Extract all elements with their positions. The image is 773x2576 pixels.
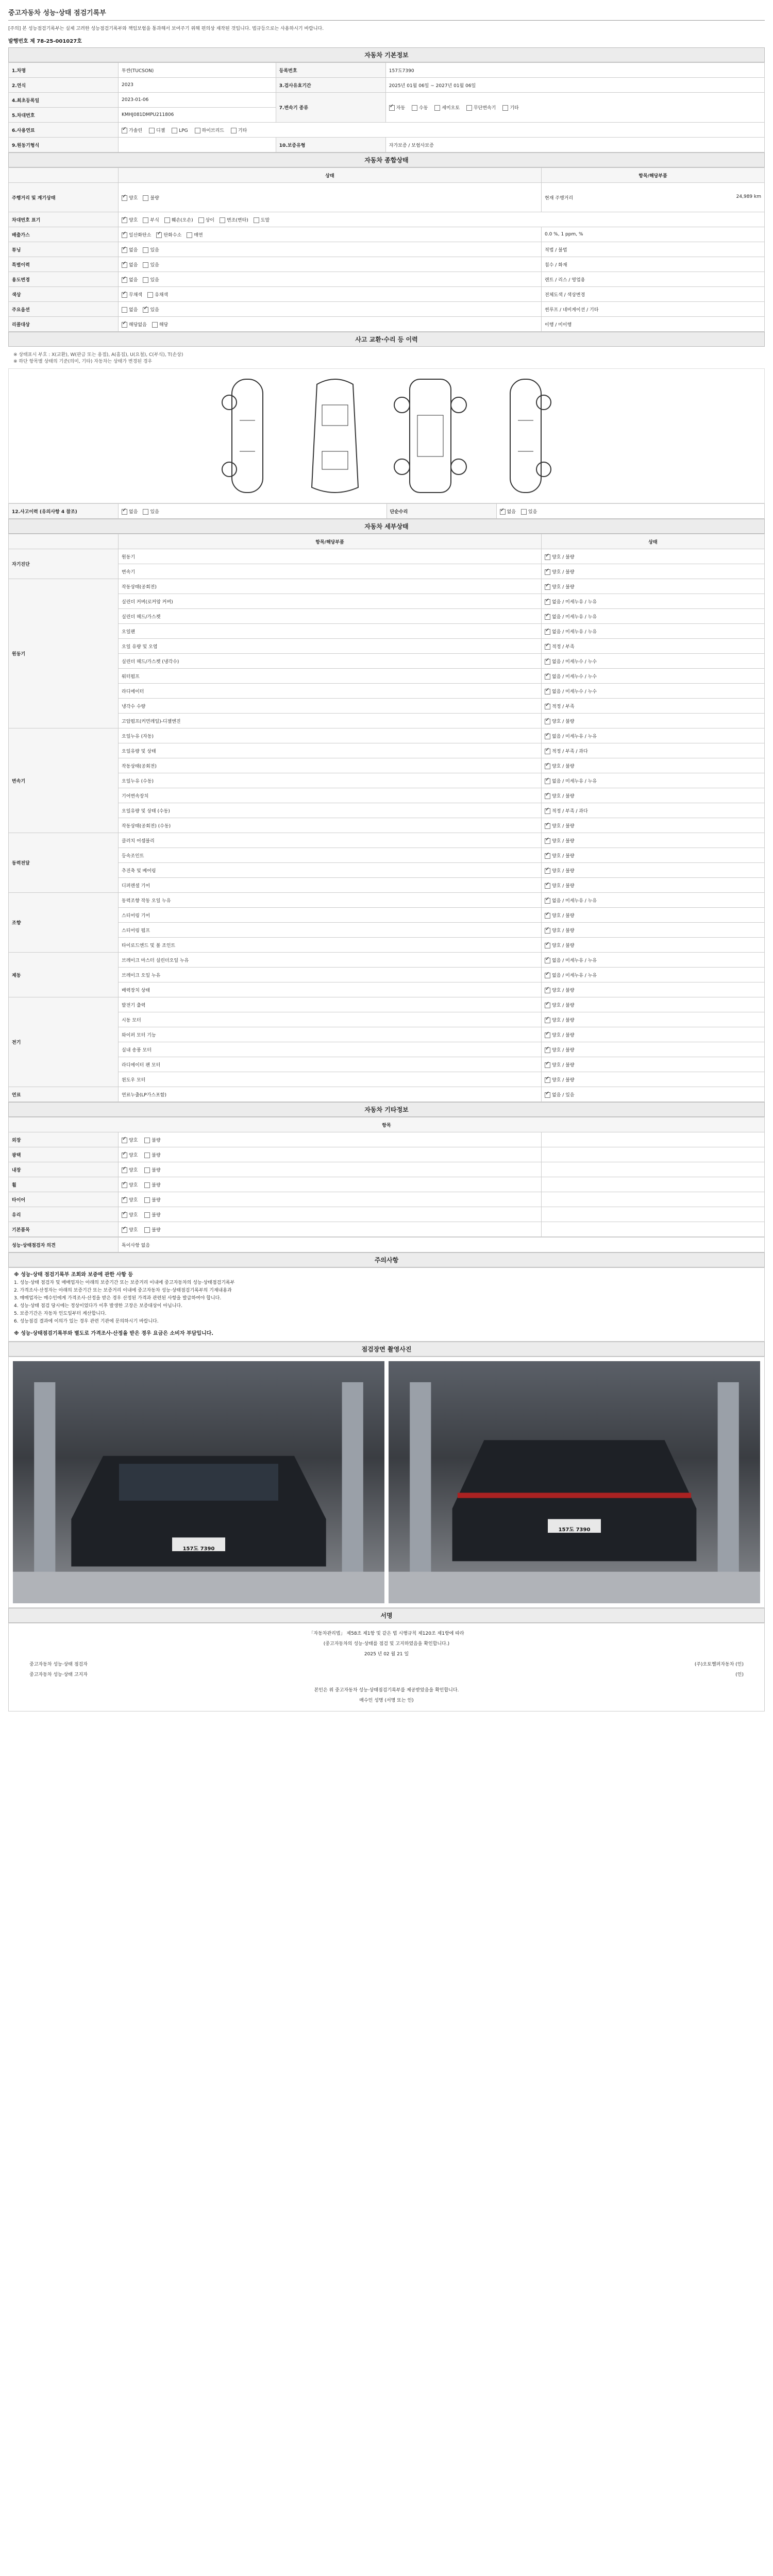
checkbox[interactable] (502, 105, 508, 111)
checkbox[interactable] (220, 217, 225, 223)
item-status (542, 773, 765, 788)
table-row (9, 923, 765, 938)
checkbox[interactable] (122, 232, 127, 238)
table-row (9, 1222, 765, 1237)
checkbox[interactable] (545, 704, 550, 709)
car-rear-icon (389, 1361, 760, 1603)
item-label: 실린더 헤드/가스켓 (냉각수) (119, 654, 542, 669)
item-label: 라디에이터 팬 모터 (119, 1057, 542, 1072)
sign-block: 「자동차관리법」 제58조 제1항 및 같은 법 시행규칙 제120조 제1항에 따라 (중고자동차의 성능·상태를 점검 및 고지하였음을 확인합니다.) 2025 년 02 월 21 일 중고자동차 성능·상태 점검자 (주)오토헬퍼자동차 (인) 중고자동차 성능·상태 고지자 (인) 본인은 위 중고자동차 성능·상태점검기록부를 제공받았음을 확인합니다. 매수인 성명 (서명 또는 인) (8, 1623, 765, 1711)
item-label: 브레이크 마스터 실린더오일 누유 (119, 953, 542, 968)
item-label: 오일팬 (119, 624, 542, 639)
checkbox[interactable] (545, 778, 550, 784)
checkbox[interactable] (143, 277, 148, 283)
checkbox[interactable] (434, 105, 440, 111)
checkbox[interactable] (545, 793, 550, 799)
checkbox[interactable] (122, 1227, 127, 1233)
item-status (542, 594, 765, 609)
checkbox[interactable] (143, 247, 148, 253)
item-status (542, 848, 765, 863)
item-status (542, 654, 765, 669)
front-photo: 157도 7390 (13, 1361, 384, 1603)
status-options: 양호 / 불량 (552, 1003, 575, 1008)
checkbox[interactable] (545, 674, 550, 680)
status-options: 없음 / 미세누유 / 누유 (552, 778, 597, 784)
checkbox[interactable] (122, 509, 127, 515)
checkbox[interactable] (122, 292, 127, 298)
item-status (542, 818, 765, 833)
status-options: 없음 / 미세누유 / 누유 (552, 734, 597, 739)
checkbox[interactable] (122, 1138, 127, 1143)
table-row (9, 1042, 765, 1057)
status-options: 없음 / 미세누수 / 누수 (552, 659, 597, 665)
other-label: 외장 (9, 1132, 119, 1147)
checkbox[interactable] (144, 1227, 150, 1233)
item-status (542, 1072, 765, 1087)
checkbox[interactable] (545, 928, 550, 934)
checkbox[interactable] (144, 1153, 150, 1158)
status-options: 양호 / 불량 (552, 853, 575, 859)
opinion-table: 성능·상태점검자 의견 특이사항 없음 (8, 1237, 765, 1252)
checkbox[interactable] (152, 322, 158, 328)
checkbox[interactable] (156, 232, 162, 238)
item-status (542, 908, 765, 923)
overall-status-header: 자동차 종합상태 (8, 152, 765, 167)
checkbox[interactable] (143, 509, 148, 515)
checkbox[interactable] (545, 599, 550, 605)
item-label: 실내 송풍 모터 (119, 1042, 542, 1057)
status-options: 없음 / 미세누유 / 누유 (552, 898, 597, 904)
checkbox[interactable] (545, 719, 550, 724)
notes-body: ※ 성능·상태 점검기록부 조회와 보증에 관한 사항 등 1. 성능·상태 점검자 및 매매업자는 아래의 보증기간 또는 보증거리 이내에 중고자동차의 성능·상태점검기록부 2. 가격조사·산정자는 아래의 보증기간 또는 보증거리 이내에 중고자동차 성능·상태점검기록부의 기재내용과 3. 매매업자는 매수인에게 가격조사·산정을 받은 경우 산정된 가격과 관련된 사항을 발급하여야 합니다. 4. 성능·상태 점검 당시에는 정상이었다가 이후 발생한 고장은 보증대상이 아닙니다. 5. 보증기간은 자동차 인도일부터 계산합니다. 6. 성능점검 결과에 이의가 있는 경우 관련 기관에 문의하시기 바랍니다. ※ 성능·상태점검기록부와 별도로 가격조사·산정을 받은 경우 요금은 소비자 부담입니다. (8, 1267, 765, 1342)
item-label: 오일누유 (수동) (119, 773, 542, 788)
checkbox[interactable] (187, 232, 192, 238)
other-info-header: 자동차 기타정보 (8, 1102, 765, 1117)
item-label: 윈도우 모터 (119, 1072, 542, 1087)
checkbox[interactable] (143, 195, 148, 201)
status-options: 양호 / 불량 (552, 913, 575, 919)
checkbox[interactable] (545, 764, 550, 769)
table-row (9, 1207, 765, 1222)
item-label: 동력조향 작동 오일 누유 (119, 893, 542, 908)
table-row (9, 564, 765, 579)
group-label: 원동기 (9, 579, 119, 728)
other-status: ✓ 양호 불량 (119, 1132, 542, 1147)
accident-legend: ※ 상태표시 부호 : X(교환), W(판금 또는 용접), A(흠집), U(요철), C(부식), T(손상) ※ 하단 항목별 상태의 기준(의미, 기타) 자동차는 상태가 변경된 경우 (13, 352, 183, 364)
status-options: 양호 / 불량 (552, 988, 575, 993)
rear-photo: 157도 7390 (389, 1361, 760, 1603)
table-row (9, 848, 765, 863)
item-label: 냉각수 수량 (119, 699, 542, 714)
checkbox[interactable] (500, 509, 506, 515)
item-status (542, 1087, 765, 1102)
checkbox[interactable] (122, 277, 127, 283)
table-row (9, 893, 765, 908)
table-row (9, 1027, 765, 1042)
status-options: 양호 / 불량 (552, 1047, 575, 1053)
table-row (9, 863, 765, 878)
item-label: 오일 유량 및 오염 (119, 639, 542, 654)
overall-status-table: 상태 항목/해당부품 주행거리 및 계기상태 ✓ 양호 불량 현재 주행거리 24,989 km 차대번호 표기 ✓ 양호 부식 훼손(오손) 상이 변조(변타) 도말 배출가스 ✓ 일산화탄소✓ 탄화수소 매연 0.0 %, 1 ppm, % 튜닝 ✓ 없음 있음 적법 / 불법 특별이력 ✓ 없음 있음 침수 / 화재 용도변경 ✓ 없음 있음 렌트 / 리스 / 영업용 색상 ✓ 무채색 유채색 전체도색 / 색상변경 주요옵션 없음✓ 있음 썬루프 / 네비게이션 / 기타 리콜대상 ✓ 해당없음 해당 이행 / 미이행 (8, 167, 765, 332)
checkbox[interactable] (545, 988, 550, 993)
item-status (542, 624, 765, 639)
checkbox[interactable] (122, 128, 127, 133)
checkbox[interactable] (122, 322, 127, 328)
item-label: 스티어링 펌프 (119, 923, 542, 938)
page-title: 중고자동차 성능·상태 점검기록부 (8, 7, 765, 21)
table-row (9, 833, 765, 848)
sign-header: 서명 (8, 1608, 765, 1623)
car-front-icon (13, 1361, 384, 1603)
checkbox[interactable] (545, 853, 550, 859)
checkbox[interactable] (122, 1153, 127, 1158)
status-options: 없음 / 미세누유 / 누유 (552, 973, 597, 978)
checkbox[interactable] (195, 128, 200, 133)
checkbox[interactable] (545, 584, 550, 590)
status-options: 양호 / 불량 (552, 868, 575, 874)
checkbox[interactable] (122, 195, 127, 201)
status-options: 없음 / 미세누수 / 누수 (552, 689, 597, 694)
checkbox[interactable] (466, 105, 472, 111)
status-options: 양호 / 불량 (552, 838, 575, 844)
checkbox[interactable] (545, 883, 550, 889)
checkbox[interactable] (389, 105, 395, 111)
table-row (9, 1057, 765, 1072)
status-options: 양호 / 불량 (552, 1018, 575, 1023)
checkbox[interactable] (545, 1047, 550, 1053)
item-status (542, 758, 765, 773)
checkbox[interactable] (164, 217, 170, 223)
checkbox[interactable] (254, 217, 259, 223)
checkbox[interactable] (545, 1077, 550, 1083)
status-options: 양호 / 불량 (552, 764, 575, 769)
accident-history-header: 사고 교환·수리 등 이력 (8, 332, 765, 347)
item-label: 워터펌프 (119, 669, 542, 684)
item-status (542, 953, 765, 968)
item-label: 디퍼렌셜 기어 (119, 878, 542, 893)
checkbox[interactable] (122, 1212, 127, 1218)
item-label: 라디에이터 (119, 684, 542, 699)
table-row (9, 953, 765, 968)
item-status (542, 549, 765, 564)
other-status: ✓ 양호 불량 (119, 1162, 542, 1177)
status-options: 없음 / 미세누수 / 누수 (552, 674, 597, 680)
status-options: 없음 / 있음 (552, 1092, 575, 1098)
item-label: 실린더 커버(로커암 커버) (119, 594, 542, 609)
checkbox[interactable] (545, 659, 550, 665)
item-status (542, 579, 765, 594)
item-status (542, 893, 765, 908)
item-status (542, 1042, 765, 1057)
checkbox[interactable] (545, 913, 550, 919)
car-side-right-icon (492, 374, 559, 498)
item-status (542, 803, 765, 818)
item-label: 작동상태(공회전) (119, 579, 542, 594)
checkbox[interactable] (545, 823, 550, 829)
item-status (542, 833, 765, 848)
status-options: 양호 / 불량 (552, 943, 575, 948)
checkbox[interactable] (231, 128, 237, 133)
checkbox[interactable] (122, 217, 127, 223)
item-status (542, 982, 765, 997)
item-label: 스티어링 기어 (119, 908, 542, 923)
item-status (542, 938, 765, 953)
checkbox[interactable] (545, 749, 550, 754)
item-label: 실린더 헤드/가스켓 (119, 609, 542, 624)
item-status (542, 863, 765, 878)
table-row (9, 1072, 765, 1087)
table-row (9, 1132, 765, 1147)
table-row (9, 1087, 765, 1102)
basic-info-table: 1.차명 투싼(TUCSON) 등록번호 157도7390 2.연식 2023 3.검사유효기간 2025년 01월 06일 ~ 2027년 01월 06일 4.최초등록일 2023-01-06 7.변속기 종류 ✓ 자동 수동 세미오토 무단변속기 기타 5.차대번호 KMHJ081DMPU211806 6.사용연료 ✓ 가솔린 디젤 LPG 하이브리드 기타 9.원동기형식 10.보증유형 자가보증 / 보험사보증 (8, 62, 765, 152)
other-label: 광택 (9, 1147, 119, 1162)
checkbox[interactable] (521, 509, 527, 515)
checkbox[interactable] (545, 838, 550, 844)
item-status (542, 968, 765, 982)
table-row (9, 714, 765, 728)
item-label: 시동 모터 (119, 1012, 542, 1027)
status-options: 양호 / 불량 (552, 823, 575, 829)
item-label: 오일누유 (자동) (119, 728, 542, 743)
detail-status-table: 항목/해당부품 상태 자기진단 원동기 ✓ 양호 / 불량 변속기 ✓ 양호 / 불량 원동기 작동상태(공회전) ✓ 양호 / 불량 실린더 커버(로커암 커버) ✓ 없음 / 미세누유 / 누유 실린더 헤드/가스켓 ✓ 없음 / 미세누유 / 누유 오일팬 ✓ 없음 / 미세누유 / 누유 오일 유량 및 오염 ✓ 적정 / 부족 실린더 헤드/가스켓 (냉각수) ✓ 없음 / 미세누수 / 누수 워터펌프 ✓ 없음 / 미세누수 / 누수 라디에이터 ✓ 없음 / 미세누수 / 누수 냉각수 수량 ✓ 적정 / 부족 고압펌프(커먼레일)-디젤엔진 ✓ 양호 / 불량 변속기 오일누유 (자동) ✓ 없음 / 미세누유 / 누유 오일유량 및 상태 ✓ 적정 / 부족 / 과다 작동상태(공회전) ✓ 양호 / 불량 오일누유 (수동) ✓ 없음 / 미세누유 / 누유 기어변속장치 ✓ 양호 / 불량 오일유량 및 상태 (수동) ✓ 적정 / 부족 / 과다 작동상태(공회전) (수동) ✓ 양호 / 불량 동력전달 클러치 어셈블리 ✓ 양호 / 불량 등속조인트 ✓ 양호 / 불량 추진축 및 베어링 ✓ 양호 / 불량 디퍼렌셜 기어 ✓ 양호 / 불량 조향 동력조향 작동 오일 누유 ✓ 없음 / 미세누유 / 누유 스티어링 기어 ✓ 양호 / 불량 스티어링 펌프 ✓ 양호 / 불량 타이로드엔드 및 볼 조인트 ✓ 양호 / 불량 제동 브레이크 마스터 실린더오일 누유 ✓ 없음 / 미세누유 / 누유 브레이크 오일 누유 ✓ 없음 / 미세누유 / 누유 배력장치 상태 ✓ 양호 / 불량 전기 발전기 출력 ✓ 양호 / 불량 시동 모터 ✓ 양호 / 불량 와이퍼 모터 기능 ✓ 양호 / 불량 실내 송풍 모터 ✓ 양호 / 불량 라디에이터 팬 모터 ✓ 양호 / 불량 윈도우 모터 ✓ 양호 / 불량 연료 연료누출(LP가스포함) ✓ 없음 / 있음 (8, 534, 765, 1102)
other-label: 유리 (9, 1207, 119, 1222)
checkbox[interactable] (545, 973, 550, 978)
checkbox[interactable] (545, 644, 550, 650)
checkbox[interactable] (122, 262, 127, 268)
notice-text: [주의] 본 성능점검기록부는 실제 고려한 성능점검기록부와 책임보험을 통과해서 보여주기 위해 편의상 재작된 것입니다. 법규등으로는 사용하시기 바랍니다. (8, 26, 324, 31)
item-label: 타이로드엔드 및 볼 조인트 (119, 938, 542, 953)
car-side-left-icon (214, 374, 281, 498)
status-options: 적정 / 부족 (552, 704, 575, 709)
table-row (9, 758, 765, 773)
table-row (9, 908, 765, 923)
status-options: 양호 / 불량 (552, 1077, 575, 1083)
other-status: ✓ 양호 불량 (119, 1222, 542, 1237)
item-label: 배력장치 상태 (119, 982, 542, 997)
detail-status-header: 자동차 세부상태 (8, 519, 765, 534)
table-row (9, 1162, 765, 1177)
item-label: 오일유량 및 상태 (119, 743, 542, 758)
status-options: 양호 / 불량 (552, 584, 575, 590)
checkbox[interactable] (545, 629, 550, 635)
checkbox[interactable] (545, 689, 550, 694)
checkbox[interactable] (545, 1003, 550, 1008)
checkbox[interactable] (149, 128, 155, 133)
checkbox[interactable] (545, 868, 550, 874)
item-status (542, 1012, 765, 1027)
table-row (9, 743, 765, 758)
checkbox[interactable] (198, 217, 204, 223)
cert-number: 발행번호 제 78-25-001027호 (8, 39, 82, 44)
status-options: 없음 / 미세누유 / 누유 (552, 614, 597, 620)
table-row (9, 968, 765, 982)
other-label: 내장 (9, 1162, 119, 1177)
status-options: 없음 / 미세누유 / 누유 (552, 958, 597, 963)
item-label: 연료누출(LP가스포함) (119, 1087, 542, 1102)
table-row (9, 1192, 765, 1207)
item-status (542, 997, 765, 1012)
status-options: 양호 / 불량 (552, 554, 575, 560)
table-row (9, 579, 765, 594)
checkbox[interactable] (144, 1212, 150, 1218)
table-row (9, 773, 765, 788)
checkbox[interactable] (545, 1032, 550, 1038)
other-status: ✓ 양호 불량 (119, 1192, 542, 1207)
item-status (542, 684, 765, 699)
checkbox[interactable] (144, 1182, 150, 1188)
checkbox[interactable] (172, 128, 177, 133)
item-status (542, 728, 765, 743)
table-row (9, 549, 765, 564)
group-label: 조향 (9, 893, 119, 953)
checkbox[interactable] (143, 217, 148, 223)
other-label: 기본품목 (9, 1222, 119, 1237)
status-options: 양호 / 불량 (552, 883, 575, 889)
table-row (9, 594, 765, 609)
table-row (9, 639, 765, 654)
checkbox[interactable] (144, 1197, 150, 1203)
item-status (542, 669, 765, 684)
car-diagram (8, 368, 765, 503)
group-label: 변속기 (9, 728, 119, 833)
table-row (9, 818, 765, 833)
other-status: ✓ 양호 불량 (119, 1177, 542, 1192)
table-row (9, 669, 765, 684)
item-label: 원동기 (119, 549, 542, 564)
table-row (9, 938, 765, 953)
table-row (9, 654, 765, 669)
table-row (9, 1177, 765, 1192)
status-options: 양호 / 불량 (552, 1062, 575, 1068)
item-status (542, 788, 765, 803)
group-label: 동력전달 (9, 833, 119, 893)
other-status: ✓ 양호 불량 (119, 1207, 542, 1222)
item-label: 고압펌프(커먼레일)-디젤엔진 (119, 714, 542, 728)
table-row (9, 728, 765, 743)
table-row (9, 878, 765, 893)
item-label: 작동상태(공회전) (119, 758, 542, 773)
status-options: 없음 / 미세누유 / 누유 (552, 599, 597, 605)
inspection-photos (8, 1357, 765, 1608)
checkbox[interactable] (122, 247, 127, 253)
checkbox[interactable] (122, 1167, 127, 1173)
other-info-table: 항목 외장 ✓ 양호 불량 광택 ✓ 양호 불량 내장 ✓ 양호 불량 휠 ✓ 양호 불량 타이어 ✓ 양호 불량 유리 ✓ 양호 불량 기본품목 ✓ 양호 불량 (8, 1117, 765, 1237)
item-label: 오일유량 및 상태 (수동) (119, 803, 542, 818)
item-status (542, 714, 765, 728)
notes-header: 주의사항 (8, 1252, 765, 1267)
other-label: 타이어 (9, 1192, 119, 1207)
group-label: 제동 (9, 953, 119, 997)
item-label: 추진축 및 베어링 (119, 863, 542, 878)
item-status (542, 1027, 765, 1042)
item-status (542, 923, 765, 938)
status-options: 적정 / 부족 / 과다 (552, 808, 588, 814)
status-options: 양호 / 불량 (552, 928, 575, 934)
checkbox[interactable] (545, 1092, 550, 1098)
checkbox[interactable] (144, 1167, 150, 1173)
item-label: 클러치 어셈블리 (119, 833, 542, 848)
status-options: 양호 / 불량 (552, 1032, 575, 1038)
photos-header: 점검장면 촬영사진 (8, 1342, 765, 1357)
item-status (542, 743, 765, 758)
checkbox[interactable] (545, 898, 550, 904)
car-top-icon (301, 374, 368, 498)
checkbox[interactable] (143, 262, 148, 268)
item-label: 변속기 (119, 564, 542, 579)
table-row (9, 684, 765, 699)
checkbox[interactable] (545, 808, 550, 814)
table-row (9, 1012, 765, 1027)
checkbox[interactable] (545, 734, 550, 739)
checkbox[interactable] (122, 1197, 127, 1203)
checkbox[interactable] (122, 307, 127, 313)
item-status (542, 699, 765, 714)
table-row (9, 699, 765, 714)
checkbox[interactable] (545, 569, 550, 575)
status-options: 적정 / 부족 (552, 644, 575, 650)
status-options: 없음 / 미세누유 / 누유 (552, 629, 597, 635)
table-row (9, 997, 765, 1012)
item-label: 브레이크 오일 누유 (119, 968, 542, 982)
table-row (9, 609, 765, 624)
table-row (9, 624, 765, 639)
checkbox[interactable] (143, 307, 148, 313)
status-options: 양호 / 불량 (552, 719, 575, 724)
item-status (542, 564, 765, 579)
other-status: ✓ 양호 불량 (119, 1147, 542, 1162)
item-status (542, 1057, 765, 1072)
item-status (542, 639, 765, 654)
status-options: 양호 / 불량 (552, 793, 575, 799)
item-label: 발전기 출력 (119, 997, 542, 1012)
checkbox[interactable] (545, 554, 550, 560)
item-label: 등속조인트 (119, 848, 542, 863)
status-options: 적정 / 부족 / 과다 (552, 749, 588, 754)
other-label: 휠 (9, 1177, 119, 1192)
checkbox[interactable] (147, 292, 153, 298)
table-row (9, 803, 765, 818)
group-label: 연료 (9, 1087, 119, 1102)
checkbox[interactable] (545, 943, 550, 948)
group-label: 자기진단 (9, 549, 119, 579)
checkbox[interactable] (545, 958, 550, 963)
accident-table: 12.사고이력 (유의사항 4 참조) ✓ 없음 있음 단순수리 ✓ 없음 있음 (8, 503, 765, 519)
item-status (542, 878, 765, 893)
checkbox[interactable] (144, 1138, 150, 1143)
table-row (9, 1147, 765, 1162)
car-frame-icon (389, 374, 472, 498)
item-label: 작동상태(공회전) (수동) (119, 818, 542, 833)
checkbox[interactable] (545, 1062, 550, 1068)
group-label: 전기 (9, 997, 119, 1087)
item-label: 와이퍼 모터 기능 (119, 1027, 542, 1042)
basic-info-header: 자동차 기본정보 (8, 47, 765, 62)
item-status (542, 609, 765, 624)
table-row (9, 982, 765, 997)
status-options: 양호 / 불량 (552, 569, 575, 575)
table-row (9, 788, 765, 803)
checkbox[interactable] (122, 1182, 127, 1188)
checkbox[interactable] (412, 105, 417, 111)
checkbox[interactable] (545, 1018, 550, 1023)
checkbox[interactable] (545, 614, 550, 620)
item-label: 기어변속장치 (119, 788, 542, 803)
